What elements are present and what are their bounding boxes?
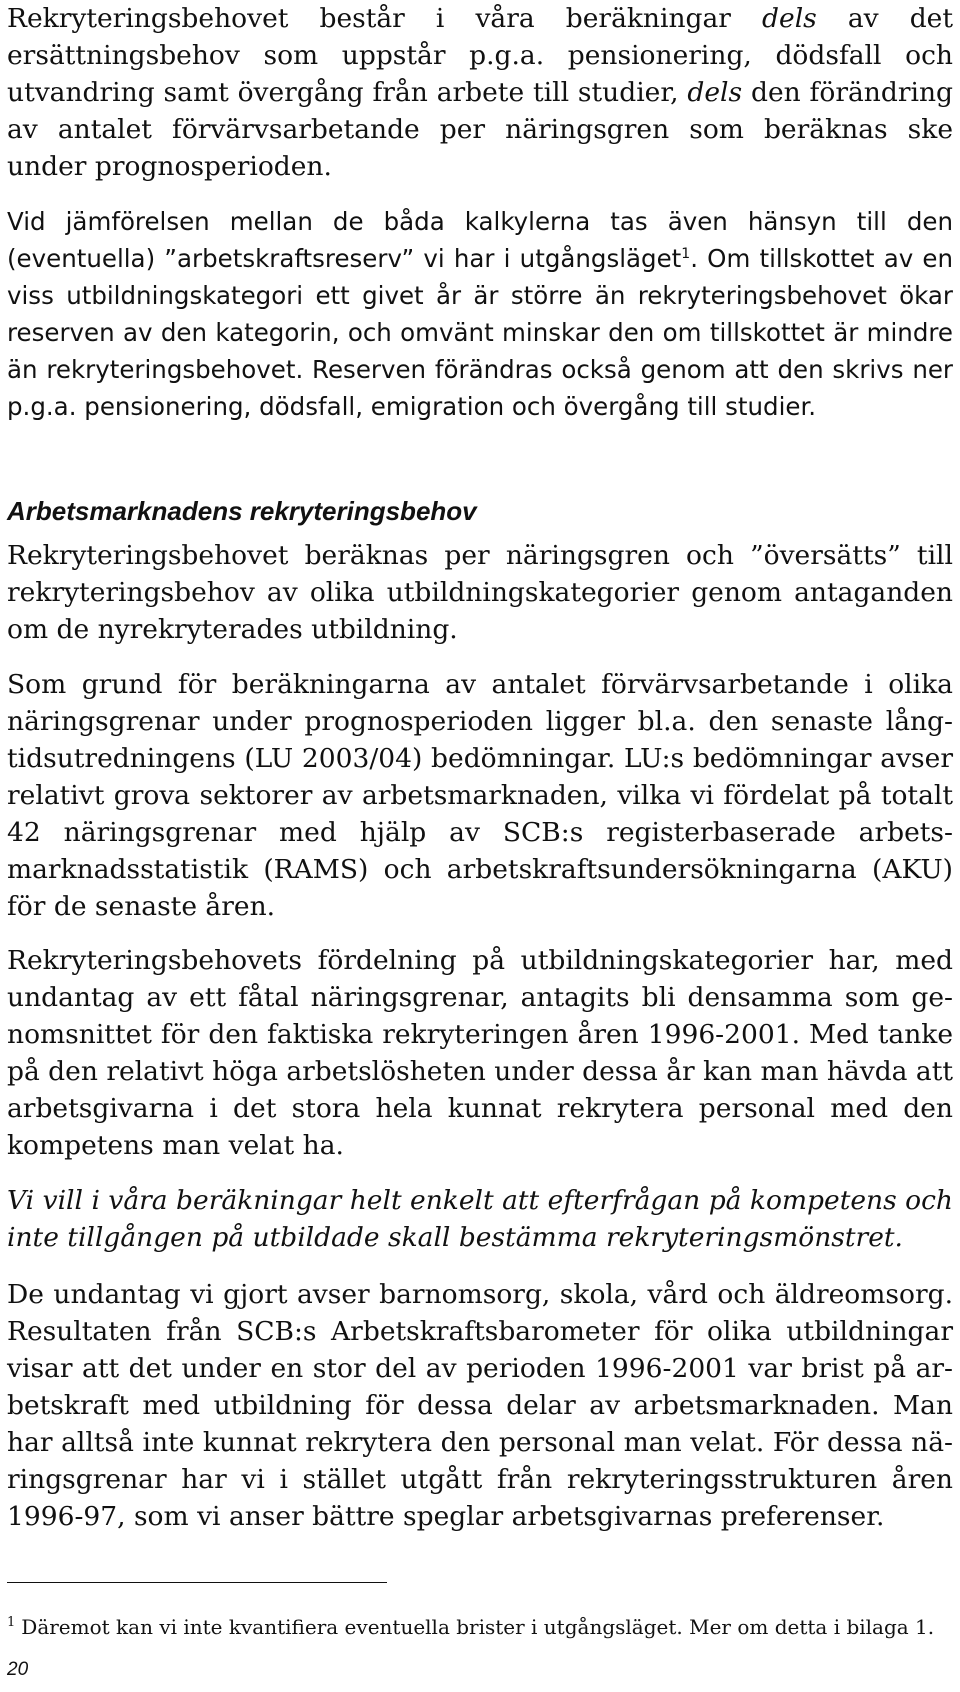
page-number: 20	[7, 1659, 29, 1680]
paragraph-2-part-a: Vid jämförelsen mellan de båda kalkylerna tas även hänsyn till den (eventuella) ”arbetskraftsreserv” vi har i utgångsläget	[7, 207, 953, 273]
footnote	[7, 1614, 947, 1640]
paragraph-4: Som grund för beräkningarna av antalet förvärvsarbetande i olika näringsgrenar under prognosperioden ligger bl.a. den senaste långtidsutredningens (LU 2003/04) bedömningar. LU:s bedömningar avser relativt grova sektorer av arbetsmarknaden, vilka vi fördelat på totalt 42 näringsgrenar med hjälp av SCB:s registerbaserade arbetsmarknadsstatistik (RAMS) och arbetskraftsundersökningarna (AKU) för de senaste åren.	[7, 669, 953, 922]
paragraph-2-part-b: . Om tillskottet av en viss utbildningskategori ett givet år är större än rekryteringsbehovet ökar reserven av den kategorin, och omvänt minskar den om tillskottet är mindre än rekryteringsbehovet. Reserven förändras också genom att den skrivs ner p.g.a. pensionering, dödsfall, emigration och övergång till studier.	[7, 244, 953, 421]
paragraph-1	[7, 0, 953, 185]
paragraph-1-part-a: Rekryteringsbehovet består i våra beräkningar	[7, 3, 763, 34]
footnote-divider	[7, 1582, 387, 1583]
footnote-reference: 1	[681, 245, 691, 262]
paragraph-1-part-e: den förändring av antalet förvärvsarbetande per näringsgren som beräknas ske under prognosperioden.	[7, 77, 953, 182]
paragraph-1-emphasis-dels-1: dels	[762, 3, 817, 34]
paragraph-7: De undantag vi gjort avser barnomsorg, skola, vård och äldreomsorg. Resultaten från SCB:s Arbetskraftsbarometer för olika utbildningar visar att det under en stor del av perioden 1996-2001 var brist på arbetskraft med utbildning för dessa delar av arbetsmarknaden. Man har alltså inte kunnat rekrytera den personal man velat. För dessa näringsgrenar har vi i stället utgått från rekryteringsstrukturen åren 1996-97, som vi anser bättre speglar arbetsgivarnas preferenser.	[7, 1279, 953, 1532]
paragraph-1-part-c: av det ersättningsbehov som uppstår p.g.a. pensionering, dödsfall och utvandring samt övergång från arbete till studier,	[7, 3, 953, 108]
section-heading: Arbetsmarknadens rekryteringsbehov	[7, 496, 477, 526]
paragraph-6-emphasis: Vi vill i våra beräkningar helt enkelt att efterfrågan på kompetens och inte tillgången på utbildade skall bestämma rekryteringsmönstret.	[7, 1185, 953, 1253]
paragraph-5: Rekryteringsbehovets fördelning på utbildningskategorier har, med undantag av ett fåtal näringsgrenar, antagits bli densamma som genomsnittet för den faktiska rekryteringen åren 1996-2001. Med tanke på den relativt höga arbetslösheten under dessa år kan man hävda att arbetsgivarna i det stora hela kunnat rekrytera personal med den kompetens man velat ha.	[7, 945, 954, 1161]
footnote-text: Däremot kan vi inte kvantifiera eventuella brister i utgångsläget. Mer om detta i bilaga 1.	[21, 1615, 935, 1639]
footnote-mark: 1	[7, 1615, 16, 1631]
paragraph-3: Rekryteringsbehovet beräknas per näringsgren och ”översätts” till rekryteringsbehov av olika utbildningskategorier genom antaganden om de nyrekryterades utbildning.	[7, 540, 953, 645]
paragraph-1-emphasis-dels-2: dels	[687, 77, 743, 108]
paragraph-2	[7, 203, 953, 425]
